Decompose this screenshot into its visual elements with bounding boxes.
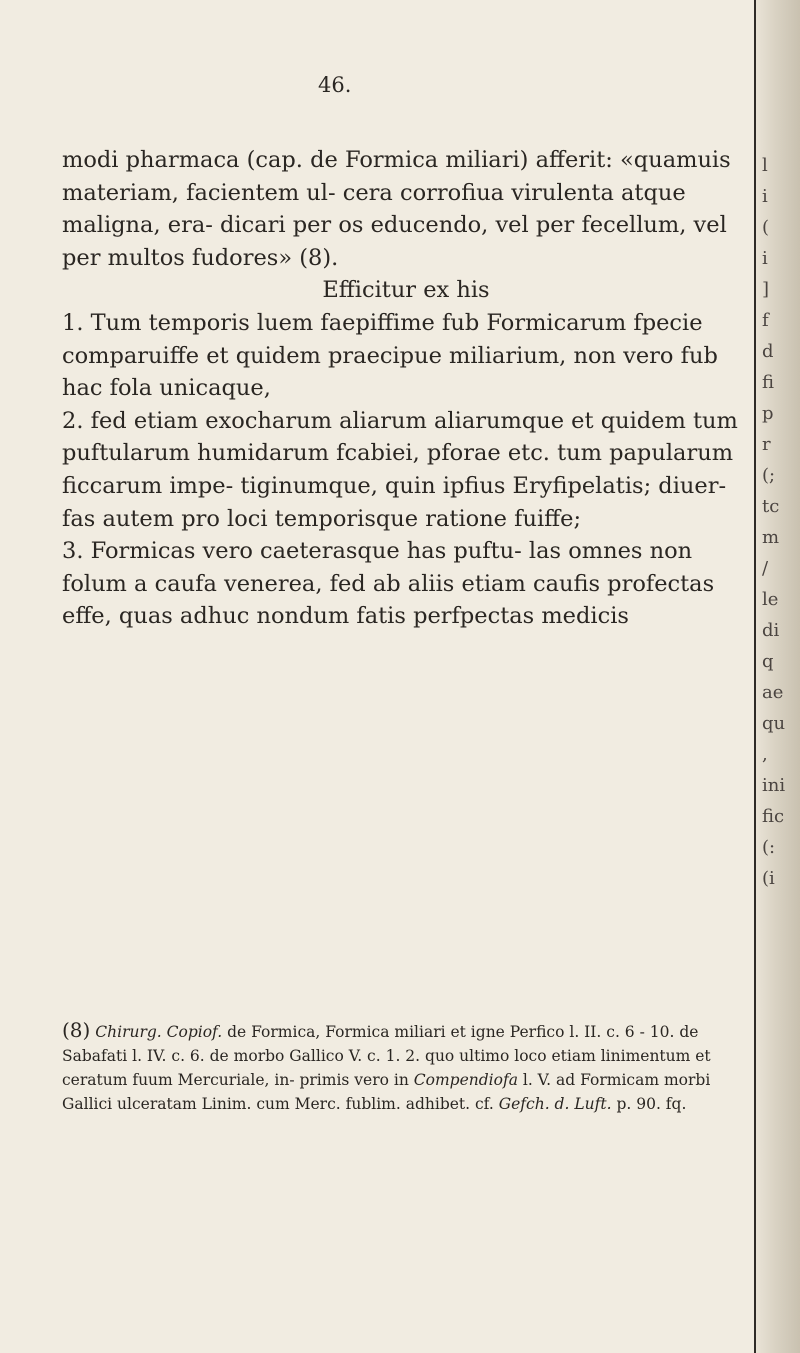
footnote-text-3: p. 90. fq. [616, 1095, 687, 1113]
footnote-source-1: Chirurg. Copiof. [95, 1023, 223, 1041]
margin-fragment: ae [762, 682, 784, 703]
margin-fragment: tc [762, 496, 780, 517]
margin-fragment: d [762, 341, 774, 362]
margin-fragment: (i [762, 868, 775, 889]
footnote [62, 1018, 750, 1116]
margin-fragment: l [762, 155, 768, 176]
margin-fragment: qu [762, 713, 786, 734]
margin-fragment: (: [762, 837, 776, 858]
margin-fragment: f [762, 310, 769, 331]
footnote-text-2: l. V. ad Formicam morbi Gallici ulceratam Linim. cum Merc. fublim. adhibet. cf. [62, 1071, 711, 1113]
footnote-text-1: de Formica, Formica miliari et igne Perfico l. II. c. 6 - 10. de Sabafati l. IV. c. 6. de morbo Gallico V. c. 1. 2. quo ultimo loco etiam linimentum et ceratum fuum Mercuriale, in- primis vero in [62, 1023, 711, 1089]
footnote-marker: (8) [62, 1018, 91, 1042]
margin-fragment: ( [762, 217, 770, 238]
footnote-source-2: Compendiofa [413, 1071, 518, 1089]
margin-fragment: m [762, 527, 780, 548]
margin-fragment: i [762, 186, 768, 207]
margin-fragment: i [762, 248, 768, 269]
conclusion-item-2: 2. fed etiam exocharum aliarum aliarumque et quidem tum puftularum humidarum fcabiei, pforae etc. tum papularum ficcarum impe- tiginumque, quin ipfius Eryfipelatis; diuer- fas autem pro loci temporisque ratione fuiffe; [62, 407, 738, 532]
adjacent-page-fragments [762, 150, 798, 894]
margin-fragment: q [762, 651, 774, 672]
main-text-block [62, 144, 750, 633]
margin-fragment: p [762, 403, 774, 424]
margin-fragment: , [762, 744, 768, 765]
margin-fragment: ini [762, 775, 786, 796]
section-heading: Efficitur ex his [322, 277, 490, 304]
margin-fragment: (; [762, 465, 776, 486]
conclusion-item-1: 1. Tum temporis luem faepiffime fub Formicarum fpecie comparuiffe et quidem praecipue miliarium, non vero fub hac fola unicaque, [62, 309, 718, 402]
margin-fragment: le [762, 589, 779, 610]
adjacent-page-edge [754, 0, 800, 1353]
footnote-source-3: Gefch. d. Luft. [498, 1095, 612, 1113]
margin-fragment: r [762, 434, 771, 455]
margin-fragment: ] [762, 279, 770, 300]
margin-fragment: di [762, 620, 780, 641]
page-number: 46. [318, 73, 352, 97]
conclusion-item-3: 3. Formicas vero caeterasque has puftu- las omnes non folum a caufa venerea, fed ab aliis etiam caufis profectas effe, quas adhuc nondum fatis perfpectas medicis [62, 538, 715, 630]
intro-paragraph: modi pharmaca (cap. de Formica miliari) afferit: «quamuis materiam, facientem ul- cera corrofiua virulenta atque maligna, era- dicari per os educendo, vel per fecellum, vel per multos fudores» (8). [62, 147, 731, 271]
margin-fragment: fic [762, 806, 785, 827]
margin-fragment: / [762, 558, 769, 579]
margin-fragment: fi [762, 372, 775, 393]
